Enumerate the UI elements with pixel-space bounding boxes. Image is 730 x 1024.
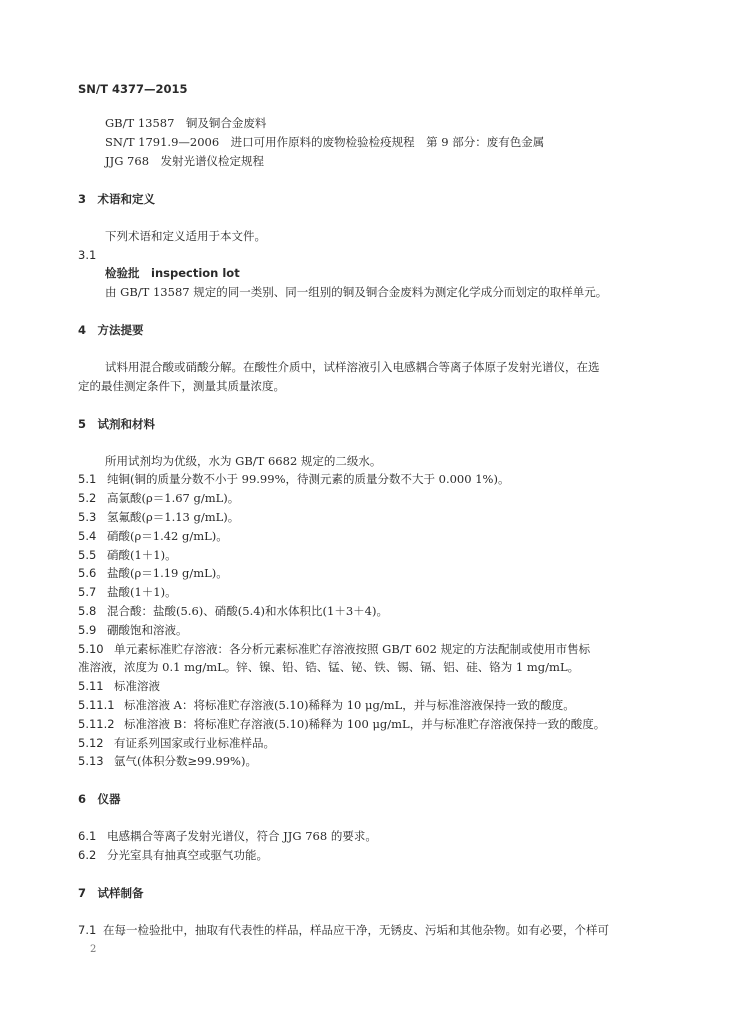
reference-item: GB/T 13587 铜及铜合金废料 xyxy=(105,116,267,130)
clause-text-continued: 准溶液，浓度为 0.1 mg/mL。锌、镍、铅、锆、锰、铋、铁、锡、镉、铝、硅、铬为 1 mg/mL。 xyxy=(78,660,580,674)
clause-number: 5.7 xyxy=(78,585,97,599)
paragraph: 试料用混合酸或硝酸分解。在酸性介质中，试样溶液引入电感耦合等离子体原子发射光谱仪，在选 xyxy=(105,360,600,374)
clause-number: 6.2 xyxy=(78,848,97,862)
clause-number: 3.1 xyxy=(78,248,97,262)
term-entry: 检验批 inspection lot xyxy=(105,266,240,280)
clause-number: 5.8 xyxy=(78,604,97,618)
clause-text: 标准溶液 xyxy=(114,679,160,693)
clause-text: 单元素标准贮存溶液：各分析元素标准贮存溶液按照 GB/T 602 规定的方法配制或使用市售标 xyxy=(114,642,591,656)
clause-text: 硝酸(1＋1)。 xyxy=(107,548,177,562)
section-heading: 7 试样制备 xyxy=(78,886,144,900)
clause-number: 5.12 xyxy=(78,736,104,750)
clause-text: 标准溶液 B：将标准贮存溶液(5.10)稀释为 100 μg/mL，并与标准贮存溶液保持一致的酸度。 xyxy=(124,717,606,731)
section-heading: 4 方法提要 xyxy=(78,323,144,337)
clause-text: 标准溶液 A：将标准贮存溶液(5.10)稀释为 10 μg/mL，并与标准溶液保持一致的酸度。 xyxy=(124,698,575,712)
clause-text: 硝酸(ρ＝1.42 g/mL)。 xyxy=(107,529,228,543)
paragraph: 所用试剂均为优级，水为 GB/T 6682 规定的二级水。 xyxy=(105,454,382,468)
clause-text: 氩气(体积分数≥99.99%)。 xyxy=(114,754,257,768)
clause-text: 分光室具有抽真空或驱气功能。 xyxy=(107,848,268,862)
clause-number: 5.5 xyxy=(78,548,97,562)
clause-text: 纯铜(铜的质量分数不小于 99.99%，待测元素的质量分数不大于 0.000 1%)。 xyxy=(107,472,510,486)
section-heading: 3 术语和定义 xyxy=(78,192,156,206)
section-heading: 6 仪器 xyxy=(78,792,121,806)
clause-text: 在每一检验批中，抽取有代表性的样品，样品应干净，无锈皮、污垢和其他杂物。如有必要，个样可 xyxy=(103,923,609,937)
clause-number: 5.11.2 xyxy=(78,717,115,731)
clause-number: 5.11 xyxy=(78,679,104,693)
section-heading: 5 试剂和材料 xyxy=(78,417,156,431)
paragraph: 下列术语和定义适用于本文件。 xyxy=(105,229,266,243)
clause-number: 5.2 xyxy=(78,491,97,505)
clause-number: 5.1 xyxy=(78,472,97,486)
clause-text: 盐酸(1＋1)。 xyxy=(107,585,177,599)
clause-number: 6.1 xyxy=(78,829,97,843)
clause-text: 电感耦合等离子发射光谱仪，符合 JJG 768 的要求。 xyxy=(107,829,377,843)
clause-text: 盐酸(ρ＝1.19 g/mL)。 xyxy=(107,566,228,580)
clause-number: 7.1 xyxy=(78,923,97,937)
clause-number: 5.10 xyxy=(78,642,104,656)
clause-number: 5.6 xyxy=(78,566,97,580)
clause-number: 5.4 xyxy=(78,529,97,543)
reference-item: JJG 768 发射光谱仪检定规程 xyxy=(105,154,265,168)
clause-number: 5.11.1 xyxy=(78,698,115,712)
clause-text: 混合酸：盐酸(5.6)、硝酸(5.4)和水体积比(1＋3＋4)。 xyxy=(107,604,388,618)
paragraph: 定的最佳测定条件下，测量其质量浓度。 xyxy=(78,379,285,393)
reference-item: SN/T 1791.9—2006 进口可用作原料的废物检验检疫规程 第 9 部分：废有色金属 xyxy=(105,135,545,149)
clause-text: 有证系列国家或行业标准样品。 xyxy=(114,736,275,750)
clause-number: 5.13 xyxy=(78,754,104,768)
clause-number: 5.3 xyxy=(78,510,97,524)
clause-text: 高氯酸(ρ＝1.67 g/mL)。 xyxy=(107,491,240,505)
clause-text: 氢氟酸(ρ＝1.13 g/mL)。 xyxy=(107,510,240,524)
definition-text: 由 GB/T 13587 规定的同一类别、同一组别的铜及铜合金废料为测定化学成分而划定的取样单元。 xyxy=(105,285,608,299)
clause-number: 5.9 xyxy=(78,623,97,637)
document-id: SN/T 4377—2015 xyxy=(78,82,188,96)
clause-text: 硼酸饱和溶液。 xyxy=(107,623,188,637)
page-number: 2 xyxy=(90,944,97,955)
